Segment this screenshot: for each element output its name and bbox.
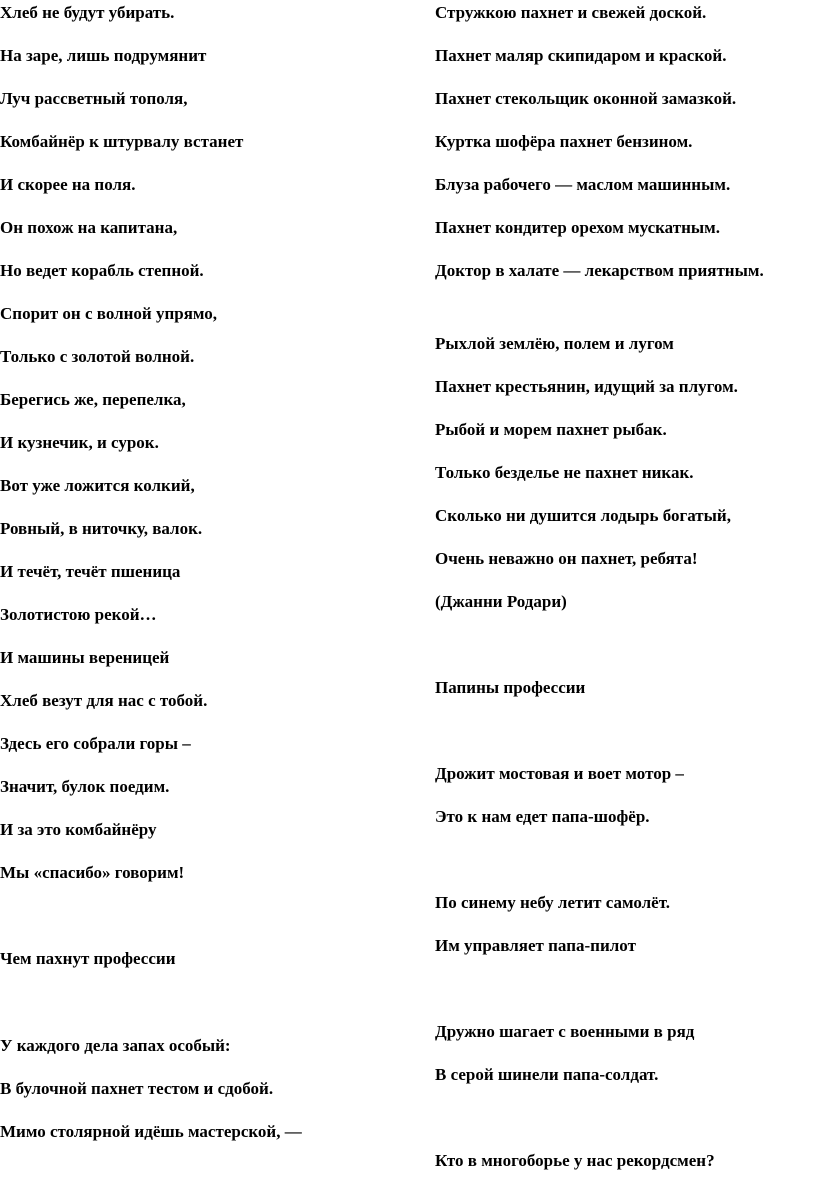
poem-line: Рыхлой землёю, полем и лугом <box>435 334 674 353</box>
poem-line: Золотистою рекой… <box>0 605 157 624</box>
poem-line: Вот уже ложится колкий, <box>0 476 195 495</box>
poem-line: Мы «спасибо» говорим! <box>0 863 185 882</box>
poem-line: И кузнечик, и сурок. <box>0 433 159 452</box>
poem-line: И за это комбайнёру <box>0 820 157 839</box>
author-credit: (Джанни Родари) <box>435 592 567 611</box>
poem-line: Рыбой и морем пахнет рыбак. <box>435 420 667 439</box>
poem-line: Но ведет корабль степной. <box>0 261 204 280</box>
poem-line: Пахнет стекольщик оконной замазкой. <box>435 89 737 108</box>
poem-line: Луч рассветный тополя, <box>0 89 188 108</box>
poem-line: Значит, булок поедим. <box>0 777 170 796</box>
poem-line: Дружно шагает с военными в ряд <box>435 1022 695 1041</box>
poem-line: И скорее на поля. <box>0 175 136 194</box>
poem-line: И машины вереницей <box>0 648 170 667</box>
poem-line: Спорит он с волной упрямо, <box>0 304 218 323</box>
poem-line: Куртка шофёра пахнет бензином. <box>435 132 693 151</box>
poem-line: Только с золотой волной. <box>0 347 195 366</box>
poem-line: Он похож на капитана, <box>0 218 178 237</box>
poem-line: Дрожит мостовая и воет мотор – <box>435 764 684 783</box>
poem-line: Пахнет маляр скипидаром и краской. <box>435 46 727 65</box>
poem-line: Хлеб везут для нас с тобой. <box>0 691 208 710</box>
poem-line: Комбайнёр к штурвалу встанет <box>0 132 244 151</box>
poem-line: В серой шинели папа-солдат. <box>435 1065 659 1084</box>
poem-line: Здесь его собрали горы – <box>0 734 191 753</box>
poem-line: Стружкою пахнет и свежей доской. <box>435 3 707 22</box>
poem-line: Доктор в халате — лекарством приятным. <box>435 261 764 280</box>
poem-line: Хлеб не будут убирать. <box>0 3 175 22</box>
poem-line: Блуза рабочего — маслом машинным. <box>435 175 731 194</box>
poem-line: По синему небу летит самолёт. <box>435 893 671 912</box>
poem-line: Это к нам едет папа-шофёр. <box>435 807 650 826</box>
poem-line: Берегись же, перепелка, <box>0 390 186 409</box>
section-title: Чем пахнут профессии <box>0 949 176 968</box>
poem-line: В булочной пахнет тестом и сдобой. <box>0 1079 274 1098</box>
poem-line: Сколько ни душится лодырь богатый, <box>435 506 731 525</box>
poem-line: Пахнет кондитер орехом мускатным. <box>435 218 720 237</box>
poem-line: И течёт, течёт пшеница <box>0 562 181 581</box>
poem-line: Мимо столярной идёшь мастерской, — <box>0 1122 302 1141</box>
poem-line: Ровный, в ниточку, валок. <box>0 519 203 538</box>
poem-line: Очень неважно он пахнет, ребята! <box>435 549 698 568</box>
poem-line: Кто в многоборье у нас рекордсмен? <box>435 1151 715 1170</box>
poem-line: Им управляет папа-пилот <box>435 936 636 955</box>
poem-line: Только безделье не пахнет никак. <box>435 463 694 482</box>
poem-line: На заре, лишь подрумянит <box>0 46 207 65</box>
poem-line: У каждого дела запах особый: <box>0 1036 231 1055</box>
section-title: Папины профессии <box>435 678 586 697</box>
poem-line: Пахнет крестьянин, идущий за плугом. <box>435 377 738 396</box>
